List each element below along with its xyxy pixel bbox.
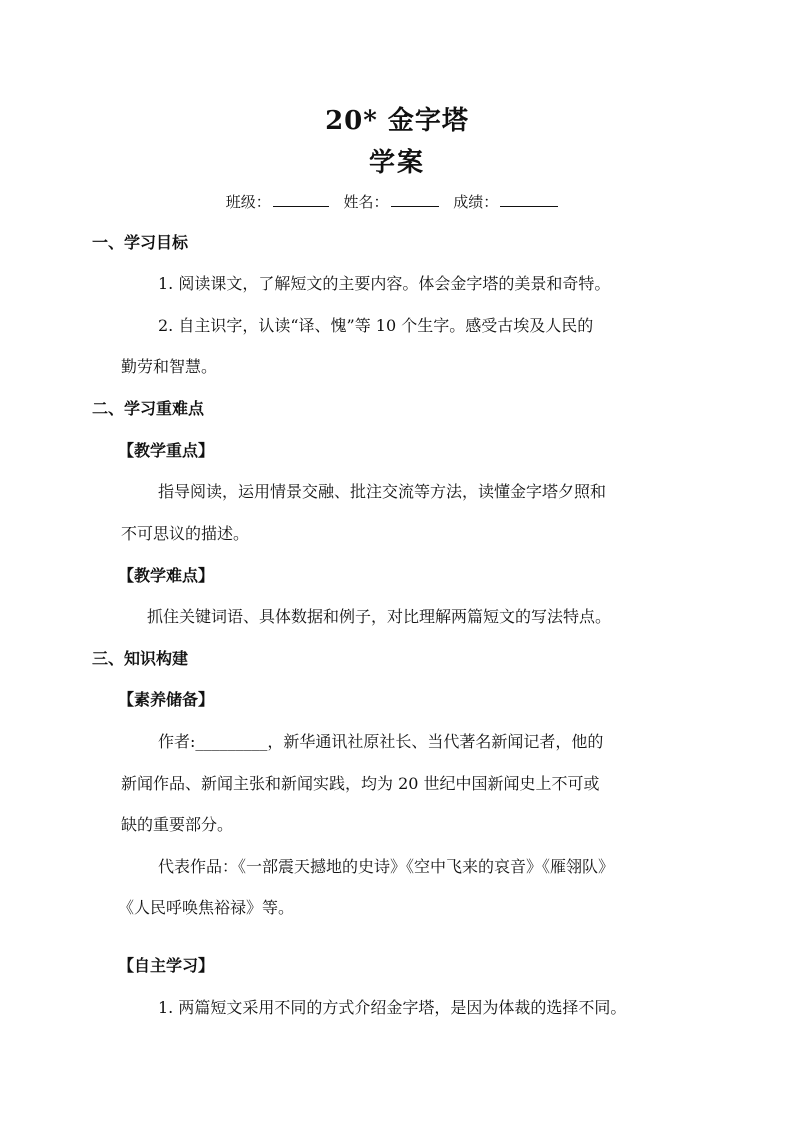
key-point-line-1: 指导阅读，运用情景交融、批注交流等方法，读懂金字塔夕照和 xyxy=(158,482,607,501)
document-title: 20* 金字塔 xyxy=(325,106,469,136)
class-blank[interactable] xyxy=(273,190,329,207)
works-line-2: 《人民呼唤焦裕禄》等。 xyxy=(118,898,295,917)
score-blank[interactable] xyxy=(500,190,558,207)
author-line-3: 缺的重要部分。 xyxy=(121,815,234,834)
section-heading-objectives: 一、学习目标 xyxy=(92,233,189,252)
works-line-1: 代表作品：《一部震天撼地的史诗》《空中飞来的哀音》《雁翎队》 xyxy=(158,857,615,876)
name-blank[interactable] xyxy=(391,190,439,207)
name-label: 姓名： xyxy=(343,193,389,211)
class-label: 班级： xyxy=(225,193,271,211)
student-info-line xyxy=(0,190,794,212)
author-line-2: 新闻作品、新闻主张和新闻实践，均为 20 世纪中国新闻史上不可或 xyxy=(121,774,600,793)
key-point-label: 【教学重点】 xyxy=(118,441,215,460)
difficulty-label: 【教学难点】 xyxy=(118,566,215,585)
self-study-label: 【自主学习】 xyxy=(118,956,215,975)
objective-1: 1. 阅读课文，了解短文的主要内容。体会金字塔的美景和奇特。 xyxy=(158,274,611,293)
preparation-label: 【素养储备】 xyxy=(118,690,215,709)
objective-2-line-1: 2. 自主识字，认读“译、愧”等 10 个生字。感受古埃及人民的 xyxy=(158,316,594,335)
key-point-line-2: 不可思议的描述。 xyxy=(121,524,250,543)
self-study-item-1: 1. 两篇短文采用不同的方式介绍金字塔，是因为体裁的选择不同。 xyxy=(158,998,627,1017)
document-subtitle: 学案 xyxy=(368,148,425,178)
objective-2-line-2: 勤劳和智慧。 xyxy=(121,357,218,376)
difficulty-line-1: 抓住关键词语、具体数据和例子，对比理解两篇短文的写法特点。 xyxy=(147,607,612,626)
score-label: 成绩： xyxy=(453,193,499,211)
section-heading-key-points: 二、学习重难点 xyxy=(92,399,205,418)
section-heading-knowledge: 三、知识构建 xyxy=(92,649,189,668)
author-line-1: 作者:_________，新华通讯社原社长、当代著名新闻记者，他的 xyxy=(158,732,604,751)
